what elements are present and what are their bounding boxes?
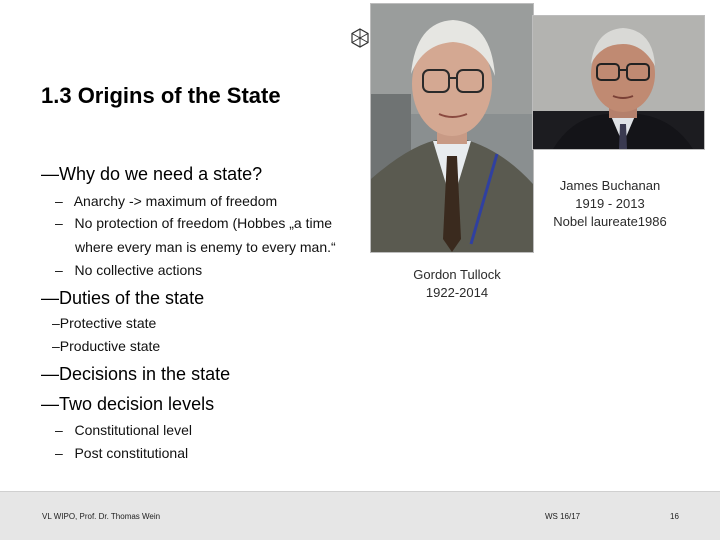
sub-bullet-continuation: where every man is enemy to every man.“ [75,239,336,255]
sub-dash: – [55,445,63,461]
bullet-dash: — [41,394,59,414]
slide-title: 1.3 Origins of the State [41,83,281,108]
sub-bullet [52,315,156,331]
sub-dash: – [52,315,60,331]
sub-bullet-text: No collective actions [74,262,203,278]
photo-name: James Buchanan [559,178,661,193]
sub-dash: – [55,193,63,209]
sub-bullet [55,262,202,278]
photo-years: 1922-2014 [425,285,489,300]
footer-lecture-info: VL WIPO, Prof. Dr. Thomas Wein [42,512,161,521]
photo-note: Nobel laureate1986 [553,214,667,229]
sub-bullet [55,215,332,231]
sub-bullet [55,422,192,438]
bullet-text: Decisions in the state [59,364,231,384]
footer-page-number: 16 [670,512,679,521]
bullet-dash: — [41,288,59,308]
sub-bullet [52,338,160,354]
sub-bullet-text: Post constitutional [74,445,189,461]
sub-bullet-text: Constitutional level [74,422,192,438]
portrait-image [533,16,704,149]
photo-james-buchanan [532,15,705,150]
sub-dash: – [55,422,63,438]
sub-bullet [55,193,277,209]
portrait-image [371,4,533,252]
footer-semester: WS 16/17 [545,512,581,521]
bullet-decision-levels [41,394,214,415]
bullet-duties [41,288,204,309]
sub-dash: – [55,215,63,231]
photo-gordon-tullock [370,3,534,253]
sub-dash: – [55,262,63,278]
photo-years: 1919 - 2013 [575,196,645,211]
caption-gordon-tullock [392,266,522,302]
sub-dash: – [52,338,60,354]
sub-bullet-text: Productive state [59,338,161,354]
bullet-text: Why do we need a state? [59,164,263,184]
slide-footer [0,491,720,540]
caption-james-buchanan [545,177,675,231]
bullet-decisions [41,364,230,385]
sub-bullet-text: No protection of freedom (Hobbes „a time [74,215,333,231]
sub-bullet-text: Anarchy -> maximum of freedom [73,193,278,209]
photo-name: Gordon Tullock [413,267,501,282]
bullet-why-state [41,164,262,185]
hexagon-logo-icon [350,28,370,48]
sub-bullet-text: Protective state [59,315,157,331]
bullet-text: Two decision levels [59,394,215,414]
bullet-dash: — [41,164,59,184]
bullet-dash: — [41,364,59,384]
bullet-text: Duties of the state [59,288,205,308]
sub-bullet [55,445,188,461]
